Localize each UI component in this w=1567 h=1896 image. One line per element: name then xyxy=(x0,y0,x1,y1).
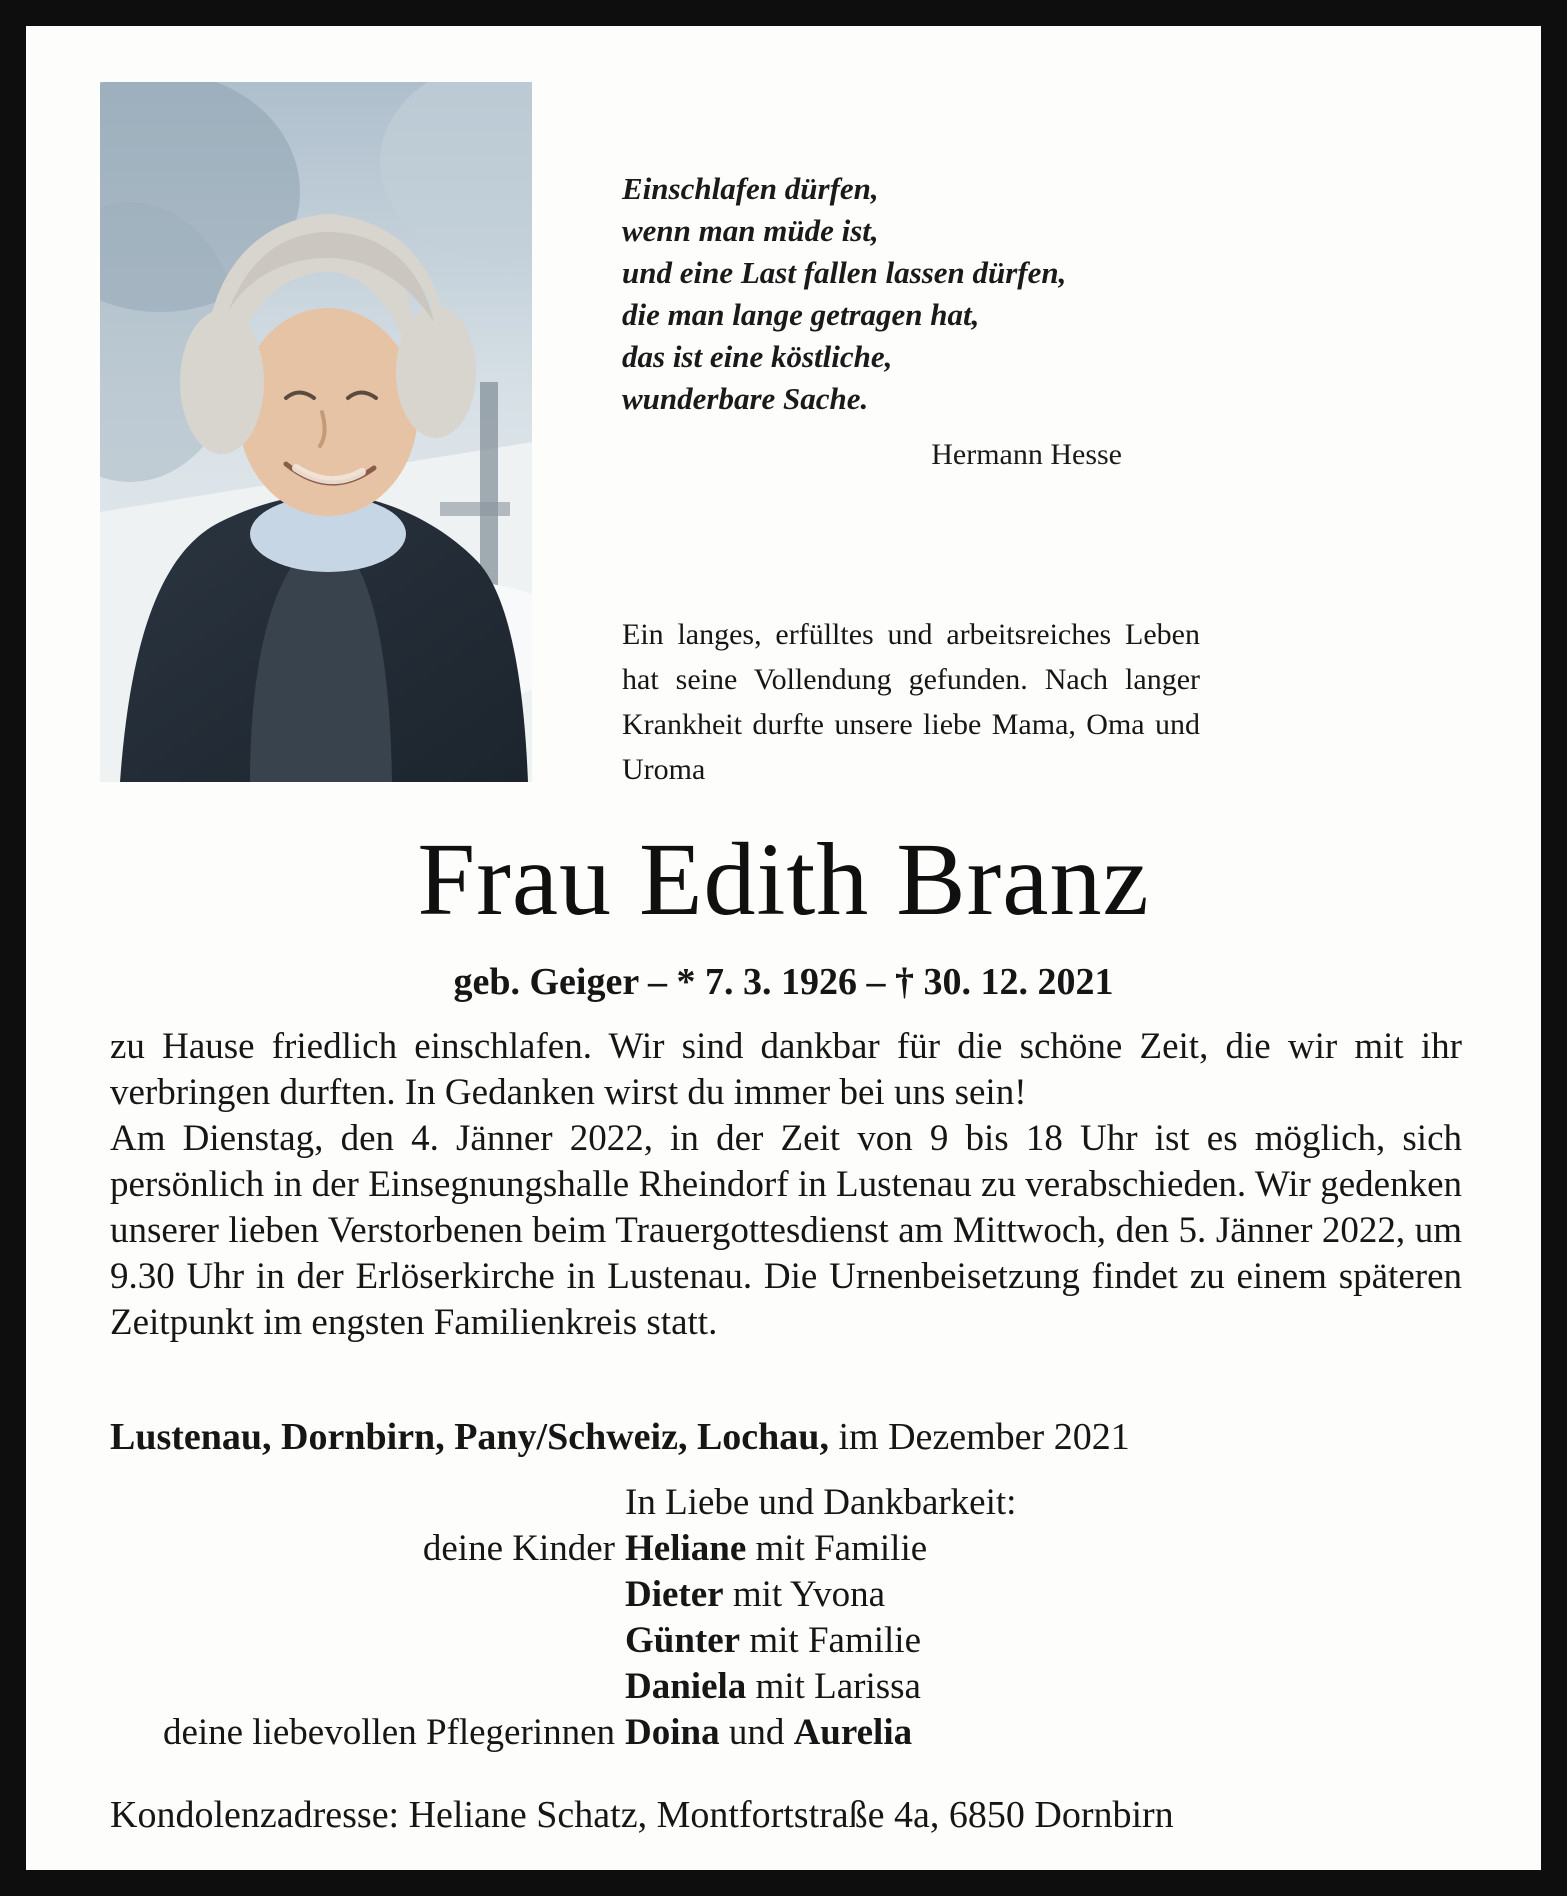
tribute-row xyxy=(110,1710,1462,1756)
poem xyxy=(622,168,1122,476)
tribute-prefix: deine Kinder xyxy=(422,1528,615,1569)
tribute-name: Aurelia xyxy=(793,1712,913,1753)
announcement-text xyxy=(110,1024,1462,1346)
tribute-name: Heliane xyxy=(625,1528,747,1569)
places-date-line xyxy=(110,1414,1462,1460)
tribute-rest: und xyxy=(719,1712,794,1753)
tribute-prefix xyxy=(110,1480,625,1526)
poem-line: wenn man müde ist, xyxy=(622,213,879,248)
tribute-name: Doina xyxy=(625,1712,720,1753)
birth-death-line: geb. Geiger – * 7. 3. 1926 – † 30. 12. 2021 xyxy=(453,961,1114,1003)
places-regular: im Dezember 2021 xyxy=(828,1416,1130,1458)
poem-line: Einschlafen dürfen, xyxy=(622,171,879,206)
tribute-section xyxy=(110,1480,1462,1756)
announcement-paragraph: zu Hause friedlich einschlafen. Wir sind dankbar für die schöne Zeit, die wir mit ihr verbringen durften. In Gedanken wirst du immer bei uns sein! xyxy=(110,1026,1462,1113)
tribute-names xyxy=(625,1526,927,1572)
tribute-prefix xyxy=(110,1664,625,1710)
portrait-photo xyxy=(100,82,532,782)
tribute-names xyxy=(625,1664,921,1710)
card-sheet xyxy=(26,26,1541,1870)
poem-line: das ist eine köstliche, xyxy=(622,339,893,374)
tribute-names xyxy=(625,1710,912,1756)
announcement-paragraph: Am Dienstag, den 4. Jänner 2022, in der Zeit von 9 bis 18 Uhr ist es möglich, sich persönlich in der Einsegnungshalle Rheindorf in Lustenau zu verabschieden. Wir gedenken unserer lieben Verstorbenen beim Trauergottesdienst am Mittwoch, den 5. Jänner 2022, um 9.30 Uhr in der Erlöserkirche in Lustenau. Die Urnenbeisetzung findet zu einem späteren Zeitpunkt im engsten Familienkreis statt. xyxy=(110,1118,1462,1343)
tribute-name: Dieter xyxy=(625,1574,724,1615)
poem-line: wunderbare Sache. xyxy=(622,381,869,416)
condolence-address: Kondolenzadresse: Heliane Schatz, Montfortstraße 4a, 6850 Dornbirn xyxy=(110,1794,1174,1836)
tribute-row xyxy=(110,1664,1462,1710)
poem-line: und eine Last fallen lassen dürfen, xyxy=(622,255,1067,290)
tribute-name: Daniela xyxy=(625,1666,747,1707)
tribute-rest: mit Familie xyxy=(740,1620,921,1661)
tribute-prefix xyxy=(110,1572,625,1618)
tribute-rest: mit Familie xyxy=(746,1528,928,1569)
tribute-row xyxy=(110,1526,1462,1572)
poem-line: die man lange getragen hat, xyxy=(622,297,980,332)
tribute-names xyxy=(625,1618,921,1664)
deceased-name: Frau Edith Branz xyxy=(417,822,1150,937)
tribute-row xyxy=(110,1618,1462,1664)
places-bold: Lustenau, Dornbirn, Pany/Schweiz, Lochau, xyxy=(110,1416,829,1458)
tribute-name: Günter xyxy=(625,1620,741,1661)
tribute-heading: In Liebe und Dankbarkeit: xyxy=(625,1482,1017,1523)
tribute-rest: mit Yvona xyxy=(723,1574,885,1615)
tribute-row xyxy=(110,1572,1462,1618)
tribute-names xyxy=(625,1572,885,1618)
portrait-photo-graphic xyxy=(100,82,532,782)
tribute-prefix: deine liebevollen Pflegerinnen xyxy=(162,1712,615,1753)
tribute-rest: mit Larissa xyxy=(746,1666,921,1707)
intro-text: Ein langes, erfülltes und arbeitsreiches Leben hat seine Vollendung gefunden. Nach langer Krankheit durfte unsere liebe Mama, Oma und Uroma xyxy=(622,618,1200,786)
tribute-prefix xyxy=(110,1618,625,1664)
poem-attribution: Hermann Hesse xyxy=(931,438,1122,471)
tribute-heading-row xyxy=(110,1480,1462,1526)
